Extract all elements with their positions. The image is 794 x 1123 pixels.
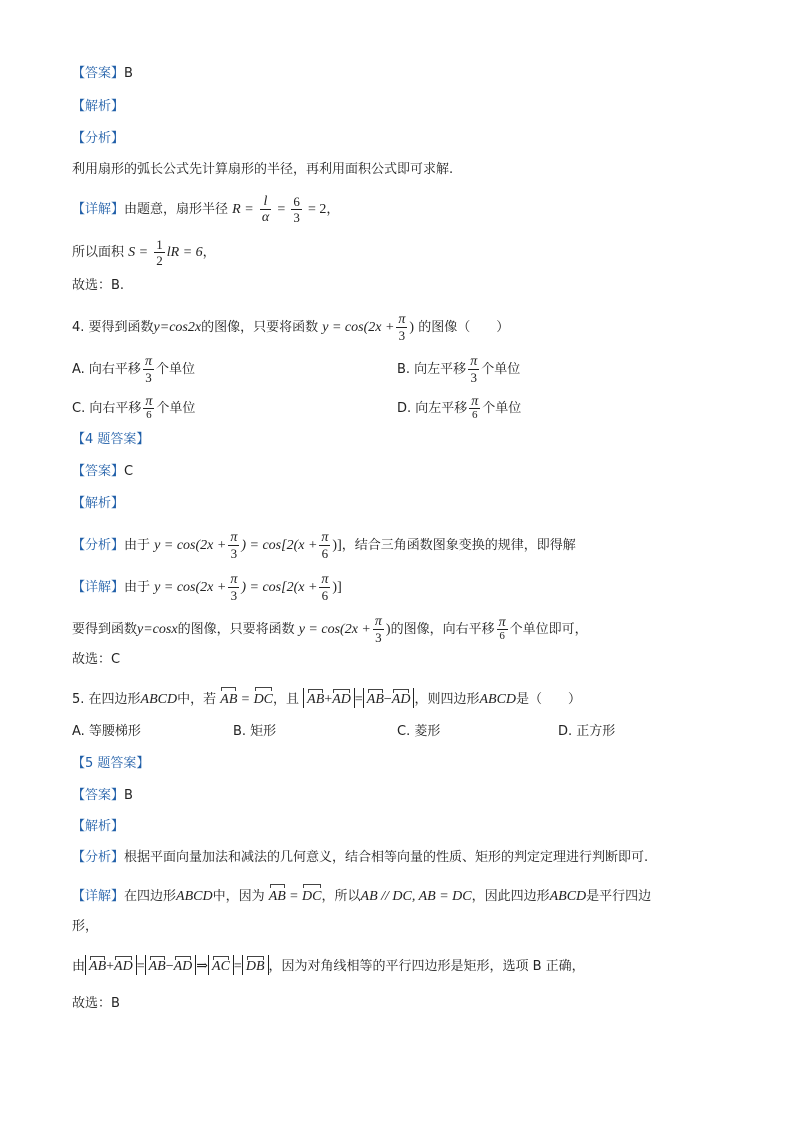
option-b[interactable] bbox=[397, 354, 520, 385]
denominator: 6 bbox=[146, 409, 152, 421]
numerator: π bbox=[321, 572, 329, 587]
math-abcd: ABCD bbox=[549, 889, 587, 904]
fraction bbox=[469, 396, 480, 421]
detail-line-2 bbox=[72, 614, 588, 645]
numerator: π bbox=[230, 572, 238, 587]
option-label: A. 向右平移 bbox=[72, 362, 141, 377]
fraction bbox=[143, 354, 154, 385]
vector-ab: AB bbox=[307, 688, 324, 708]
abs-diff bbox=[145, 955, 197, 975]
math-expr: ) bbox=[409, 320, 415, 335]
answer-row bbox=[72, 64, 133, 84]
math-expr: y = cos(2x + bbox=[298, 622, 371, 637]
fraction bbox=[260, 194, 271, 225]
denominator: 6 bbox=[321, 546, 329, 561]
punct: ， bbox=[326, 202, 340, 217]
option-unit: 个单位 bbox=[156, 401, 196, 416]
fraction bbox=[228, 572, 239, 603]
numerator: 6 bbox=[293, 194, 300, 209]
vector-ad: AD bbox=[332, 688, 351, 708]
math-eq: = 2 bbox=[308, 202, 327, 217]
denominator: 3 bbox=[230, 546, 238, 561]
option-a[interactable] bbox=[72, 354, 195, 385]
choice-row: 故选：B bbox=[72, 996, 120, 1011]
numerator: π bbox=[498, 615, 506, 630]
detail-text: 是平行四边 bbox=[586, 889, 652, 904]
abs-db bbox=[242, 955, 269, 975]
stem-text: 4. 要得到函数 bbox=[72, 320, 154, 335]
math-abcd: ABCD bbox=[479, 692, 517, 707]
fraction bbox=[154, 237, 165, 268]
fenxi-row bbox=[72, 530, 576, 561]
stem-text: 的图像（ ） bbox=[418, 320, 510, 335]
math-abcd: ABCD bbox=[176, 889, 213, 904]
numerator: π bbox=[321, 530, 329, 545]
denominator: 6 bbox=[321, 588, 329, 603]
math-fn: y=cos2x bbox=[153, 320, 202, 335]
q4-answer-head bbox=[72, 430, 149, 450]
fraction bbox=[468, 354, 479, 385]
answer-row bbox=[72, 462, 133, 482]
vector-dc: DC bbox=[254, 686, 273, 710]
detail-text: 的图像，只要将函数 bbox=[177, 622, 295, 637]
detail-text: 在四边形 bbox=[124, 889, 177, 904]
detail-text: 由 bbox=[72, 959, 86, 974]
answer-tag: 【答案】 bbox=[72, 788, 125, 803]
option-label: D. 向左平移 bbox=[397, 401, 468, 416]
math-eq: = bbox=[241, 692, 250, 707]
fenxi-tag: 【分析】 bbox=[72, 131, 125, 146]
detail-wrap: 形， bbox=[72, 919, 99, 934]
fenxi-text: 由于 bbox=[124, 538, 151, 553]
question-4-stem bbox=[72, 312, 509, 343]
analysis-row bbox=[72, 494, 124, 514]
numerator: π bbox=[471, 394, 479, 409]
detail-tag: 【详解】 bbox=[72, 580, 125, 595]
denominator: 3 bbox=[145, 370, 152, 385]
fraction bbox=[396, 312, 407, 343]
numerator: l bbox=[260, 194, 271, 210]
vector-ac: AC bbox=[212, 955, 230, 975]
q5-answer-head bbox=[72, 754, 149, 774]
option-d[interactable] bbox=[397, 396, 521, 421]
detail-text: 由于 bbox=[124, 580, 151, 595]
math-expr: )] bbox=[332, 580, 342, 595]
vector-ad: AD bbox=[174, 955, 193, 975]
fraction bbox=[143, 396, 154, 421]
fraction bbox=[497, 617, 508, 642]
answer-value: C bbox=[124, 464, 134, 479]
math-expr: ) bbox=[385, 622, 391, 637]
abs-sum bbox=[303, 688, 355, 708]
fraction bbox=[228, 530, 239, 561]
fenxi-tag: 【分析】 bbox=[72, 538, 125, 553]
detail-text: 中，因为 bbox=[212, 889, 265, 904]
answer-tag: 【答案】 bbox=[72, 66, 125, 81]
analysis-tag: 【解析】 bbox=[72, 99, 125, 114]
detail-row bbox=[72, 572, 342, 603]
math-eq: = bbox=[290, 889, 298, 904]
vector-ab: AB bbox=[149, 955, 166, 975]
denominator: 3 bbox=[293, 210, 300, 225]
option-c[interactable]: C. 菱形 bbox=[397, 724, 441, 739]
abs-ac bbox=[208, 955, 234, 975]
fenxi-row bbox=[72, 129, 124, 149]
analysis-row bbox=[72, 817, 124, 837]
math-expr: y = cos(2x + bbox=[322, 320, 395, 335]
math-eq: = bbox=[277, 202, 286, 217]
fraction bbox=[319, 530, 330, 561]
answer-row bbox=[72, 786, 133, 806]
option-a[interactable]: A. 等腰梯形 bbox=[72, 724, 141, 739]
numerator: π bbox=[470, 354, 478, 369]
abs-diff bbox=[363, 688, 415, 708]
detail-text: ，所以 bbox=[321, 889, 361, 904]
denominator: 3 bbox=[470, 370, 477, 385]
section-head: 【4 题答案】 bbox=[72, 432, 150, 447]
choice-row: 故选：C bbox=[72, 652, 121, 667]
math-op: + bbox=[324, 692, 333, 707]
detail-line-3 bbox=[72, 955, 585, 977]
option-unit: 个单位 bbox=[481, 362, 521, 377]
denominator: 6 bbox=[472, 409, 478, 421]
math-op: − bbox=[165, 959, 174, 974]
detail-tag: 【详解】 bbox=[72, 202, 125, 217]
denominator: 6 bbox=[499, 630, 505, 642]
detail-text: ，因为对角线相等的平行四边形是矩形，选项 B 正确， bbox=[268, 959, 585, 974]
fraction bbox=[291, 194, 302, 225]
math-expr: )] bbox=[332, 538, 342, 553]
stem-text: 中，若 bbox=[177, 692, 217, 707]
denominator: 2 bbox=[156, 253, 163, 268]
section-head: 【5 题答案】 bbox=[72, 756, 150, 771]
math-expr: ) = cos[2(x + bbox=[241, 580, 318, 595]
answer-value: B bbox=[124, 66, 133, 81]
fenxi-text: 利用扇形的弧长公式先计算扇形的半径，再利用面积公式即可求解. bbox=[72, 162, 454, 177]
analysis-tag: 【解析】 bbox=[72, 496, 125, 511]
abs-sum bbox=[85, 955, 137, 975]
detail-text: 个单位即可， bbox=[509, 622, 588, 637]
math-eq: = bbox=[233, 959, 242, 974]
vector-ab: AB bbox=[89, 955, 106, 975]
option-d[interactable]: D. 正方形 bbox=[558, 724, 616, 739]
option-b[interactable]: B. 矩形 bbox=[233, 724, 277, 739]
stem-text: 的图像，只要将函数 bbox=[201, 320, 319, 335]
choice-row: 故选：B. bbox=[72, 278, 125, 293]
option-label: C. 向右平移 bbox=[72, 401, 142, 416]
option-label: B. 向左平移 bbox=[397, 362, 467, 377]
answer-tag: 【答案】 bbox=[72, 464, 125, 479]
vector-db: DB bbox=[246, 955, 265, 975]
denominator: 3 bbox=[375, 630, 382, 645]
numerator: π bbox=[374, 614, 382, 629]
analysis-row bbox=[72, 97, 124, 117]
numerator: π bbox=[398, 312, 406, 327]
fenxi-text: ，结合三角函数图象变换的规律，即得解 bbox=[341, 538, 576, 553]
math-area: S = bbox=[128, 245, 149, 260]
option-unit: 个单位 bbox=[155, 362, 195, 377]
math-fn: y=cosx bbox=[137, 622, 178, 637]
fenxi-row bbox=[72, 848, 648, 868]
detail-text: 的图像，向右平移 bbox=[390, 622, 495, 637]
fraction bbox=[373, 614, 384, 645]
vector-ad: AD bbox=[114, 955, 133, 975]
detail-row bbox=[72, 194, 339, 225]
option-unit: 个单位 bbox=[482, 401, 522, 416]
analysis-tag: 【解析】 bbox=[72, 819, 125, 834]
stem-text: 是（ ） bbox=[516, 692, 582, 707]
area-row bbox=[72, 237, 216, 268]
fenxi-tag: 【分析】 bbox=[72, 850, 125, 865]
area-text: 所以面积 bbox=[72, 245, 125, 260]
math-area-rest: lR = 6 bbox=[166, 245, 203, 260]
denominator: α bbox=[261, 210, 270, 225]
option-c[interactable] bbox=[72, 396, 195, 421]
numerator: π bbox=[230, 530, 238, 545]
math-op: + bbox=[106, 959, 115, 974]
numerator: π bbox=[144, 354, 152, 369]
fenxi-text: 根据平面向量加法和减法的几何意义，结合相等向量的性质、矩形的判定定理进行判断即可. bbox=[124, 850, 649, 865]
answer-value: B bbox=[124, 788, 133, 803]
math-abcd: ABCD bbox=[140, 692, 178, 707]
vector-ab: AB bbox=[220, 686, 237, 710]
numerator: 1 bbox=[156, 237, 163, 252]
math-implies: ⇒ bbox=[196, 959, 209, 974]
math-radius: R = bbox=[232, 202, 254, 217]
question-5-stem bbox=[72, 686, 581, 710]
math-op: − bbox=[383, 692, 392, 707]
math-expr: y = cos(2x + bbox=[154, 538, 227, 553]
denominator: 3 bbox=[398, 328, 406, 343]
math-expr: ) = cos[2(x + bbox=[241, 538, 318, 553]
stem-text: 5. 在四边形 bbox=[72, 692, 141, 707]
math-relation: AB // DC, AB = DC bbox=[360, 889, 472, 904]
stem-text: ，则四边形 bbox=[414, 692, 480, 707]
detail-tag: 【详解】 bbox=[72, 889, 125, 904]
stem-text: ，且 bbox=[273, 692, 300, 707]
detail-text: ，因此四边形 bbox=[471, 889, 550, 904]
fraction bbox=[319, 572, 330, 603]
math-eq: = bbox=[136, 959, 145, 974]
math-eq: = bbox=[354, 692, 363, 707]
vector-ad: AD bbox=[392, 688, 411, 708]
math-expr: y = cos(2x + bbox=[154, 580, 227, 595]
detail-text: 要得到函数 bbox=[72, 622, 138, 637]
denominator: 3 bbox=[230, 588, 238, 603]
punct: ， bbox=[202, 245, 216, 260]
detail-row bbox=[72, 883, 651, 907]
detail-text: 由题意，扇形半径 bbox=[124, 202, 229, 217]
vector-ab: AB bbox=[367, 688, 384, 708]
vector-ab: AB bbox=[269, 883, 286, 907]
numerator: π bbox=[145, 394, 153, 409]
vector-dc: DC bbox=[302, 883, 321, 907]
